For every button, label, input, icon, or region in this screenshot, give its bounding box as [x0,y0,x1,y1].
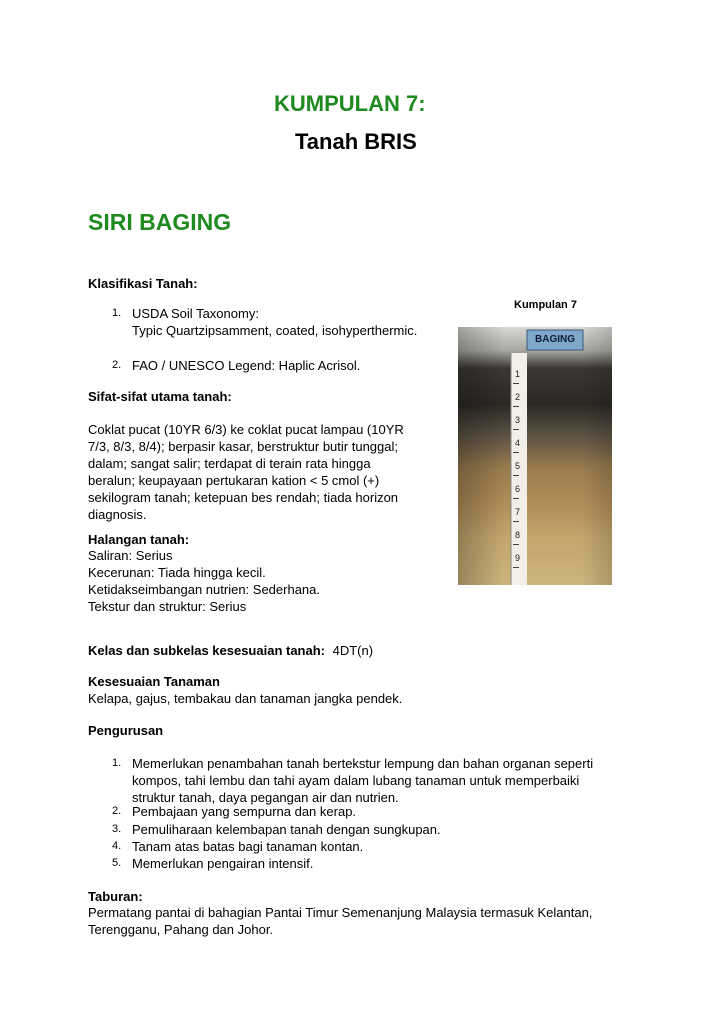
pengurusan-item-1-line2: kompos, tahi lembu dan tahi ayam dalam lubang tanaman untuk memperbaiki [132,773,580,788]
ruler-mark: 1 [515,368,521,379]
halangan-line: Ketidakseimbangan nutrien: Sederhana. [88,582,320,597]
ruler-mark: 5 [515,460,521,471]
pengurusan-num-3: 3. [112,823,122,835]
ruler-mark: 2 [515,391,521,402]
pengurusan-item-1-line1: Memerlukan penambahan tanah bertekstur lempung dan bahan organan seperti [132,756,594,771]
kelas-label: Kelas dan subkelas kesesuaian tanah: [88,643,325,658]
ruler-tick [513,498,519,499]
ruler-tick [513,544,519,545]
sifat-text [88,421,448,523]
ruler-marks [513,355,525,585]
taburan-line: Permatang pantai di bahagian Pantai Timur Semenanjung Malaysia termasuk Kelantan, [88,905,593,920]
sifat-heading: Sifat-sifat utama tanah: [88,389,232,404]
sifat-line: dalam; sangat salir; terdapat di terain rata hingga [88,456,371,471]
klasifikasi-num-1: 1. [112,307,122,319]
ruler-tick [513,475,519,476]
klasifikasi-num-2: 2. [112,359,122,371]
group-title: KUMPULAN 7: [274,91,426,116]
pengurusan-num-5: 5. [112,857,122,869]
ruler-tick [513,452,519,453]
series-title: SIRI BAGING [88,209,232,235]
ruler-tick [513,567,519,568]
halangan-line: Kecerunan: Tiada hingga kecil. [88,565,266,580]
ruler-tick [513,383,519,384]
ruler-tick [513,521,519,522]
soil-profile-image [458,327,612,585]
pengurusan-heading: Pengurusan [88,723,164,738]
sifat-line: Coklat pucat (10YR 6/3) ke coklat pucat lampau (10YR [88,422,404,437]
klasifikasi-heading: Klasifikasi Tanah: [88,276,198,291]
halangan-heading: Halangan tanah: [88,532,190,547]
tanaman-heading: Kesesuaian Tanaman [88,674,220,689]
ruler-mark: 3 [515,414,521,425]
pengurusan-num-2: 2. [112,805,122,817]
soil-type-title: Tanah BRIS [295,129,417,154]
ruler-tick [513,429,519,430]
kelas-row [88,642,373,659]
ruler-tick [513,406,519,407]
taburan-text [88,904,592,938]
sifat-line: sekilogram tanah; ketepuan bes rendah; tiada horizon [88,490,399,505]
klasifikasi-item-1-line1: USDA Soil Taxonomy: [132,306,259,321]
tanaman-text: Kelapa, gajus, tembakau dan tanaman jangka pendek. [88,691,403,706]
pengurusan-num-4: 4. [112,840,122,852]
halangan-line: Tekstur dan struktur: Serius [88,599,247,614]
pengurusan-item-2: Pembajaan yang sempurna dan kerap. [132,804,357,819]
photo-caption: Kumpulan 7 [514,299,577,311]
sifat-line: 7/3, 8/3, 8/4); berpasir kasar, berstruktur butir tunggal; [88,439,398,454]
kelas-value: 4DT(n) [332,643,374,658]
ruler-mark: 4 [515,437,521,448]
pengurusan-item-5: Memerlukan pengairan intensif. [132,856,314,871]
soil-profile-photo [458,327,612,585]
taburan-line: Terengganu, Pahang dan Johor. [88,922,274,937]
klasifikasi-item-1-line2: Typic Quartzipsamment, coated, isohyperthermic. [132,323,418,338]
ruler-mark: 7 [515,506,521,517]
sifat-line: diagnosis. [88,507,147,522]
pengurusan-item-3: Pemuliharaan kelembapan tanah dengan sungkupan. [132,822,441,837]
halangan-line: Saliran: Serius [88,548,173,563]
halangan-list [88,547,320,615]
photo-sign-label: BAGING [535,334,575,345]
ruler-mark: 6 [515,483,521,494]
ruler-mark: 9 [515,552,521,563]
taburan-heading: Taburan: [88,889,143,904]
pengurusan-item-4: Tanam atas batas bagi tanaman kontan. [132,839,364,854]
ruler-mark: 8 [515,529,521,540]
pengurusan-num-1: 1. [112,757,122,769]
sifat-line: beralun; keupayaan pertukaran kation < 5 cmol (+) [88,473,380,488]
klasifikasi-item-2: FAO / UNESCO Legend: Haplic Acrisol. [132,358,361,373]
pengurusan-item-1-line3: struktur tanah, daya pegangan air dan nutrien. [132,790,399,805]
